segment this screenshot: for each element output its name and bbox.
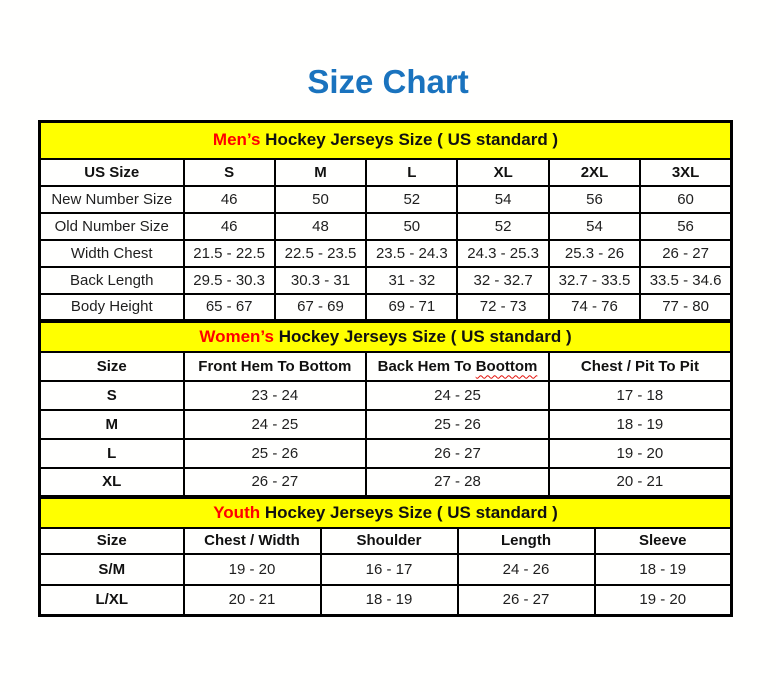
table-cell: 32.7 - 33.5 (549, 267, 640, 294)
table-cell: 60 (640, 186, 731, 213)
mens-banner-row (40, 122, 732, 159)
youth-banner-row (40, 498, 732, 528)
row-label: S/M (40, 554, 184, 585)
table-cell: 46 (184, 213, 275, 240)
column-header: 2XL (549, 159, 640, 186)
table-cell: 52 (366, 186, 457, 213)
womens-banner-text: Hockey Jerseys Size ( US standard ) (273, 326, 572, 346)
column-header: Chest / Width (184, 528, 321, 554)
column-header: Length (458, 528, 595, 554)
table-cell: 52 (457, 213, 548, 240)
table-row (40, 294, 732, 321)
column-header-text: Back Hem To (377, 357, 476, 375)
table-cell: 50 (366, 213, 457, 240)
table-cell: 26 - 27 (640, 240, 731, 267)
table-cell: 25 - 26 (366, 410, 549, 439)
table-cell: 29.5 - 30.3 (184, 267, 275, 294)
table-cell: 23.5 - 24.3 (366, 240, 457, 267)
column-header: S (184, 159, 275, 186)
row-label: New Number Size (40, 186, 184, 213)
table-cell: 26 - 27 (184, 468, 367, 497)
table-cell: 24 - 26 (458, 554, 595, 585)
column-header: Front Hem To Bottom (184, 352, 367, 381)
column-header: US Size (40, 159, 184, 186)
table-cell: 25 - 26 (184, 439, 367, 468)
row-label: Body Height (40, 294, 184, 321)
misspelled-word: Boottom (475, 357, 538, 375)
column-header: Sleeve (595, 528, 732, 554)
table-row (40, 381, 732, 410)
row-label: M (40, 410, 184, 439)
youth-banner-text: Hockey Jerseys Size ( US standard ) (260, 502, 558, 522)
row-label: S (40, 381, 184, 410)
row-label: L (40, 439, 184, 468)
table-cell: 18 - 19 (595, 554, 732, 585)
row-label: Width Chest (40, 240, 184, 267)
table-row (40, 554, 732, 585)
table-row (40, 439, 732, 468)
column-header: Chest / Pit To Pit (549, 352, 732, 381)
table-cell: 19 - 20 (184, 554, 321, 585)
table-row (40, 267, 732, 294)
table-cell: 32 - 32.7 (457, 267, 548, 294)
table-cell: 19 - 20 (549, 439, 732, 468)
column-header: M (275, 159, 366, 186)
table-cell: 20 - 21 (549, 468, 732, 497)
column-header: 3XL (640, 159, 731, 186)
table-cell: 31 - 32 (366, 267, 457, 294)
column-header: Shoulder (321, 528, 458, 554)
table-cell: 54 (549, 213, 640, 240)
table-cell: 67 - 69 (275, 294, 366, 321)
table-cell: 25.3 - 26 (549, 240, 640, 267)
column-header: L (366, 159, 457, 186)
youth-size-table (38, 496, 733, 617)
table-cell: 27 - 28 (366, 468, 549, 497)
mens-header-row (40, 159, 732, 186)
table-cell: 20 - 21 (184, 585, 321, 616)
table-cell: 50 (275, 186, 366, 213)
mens-banner-highlight: Men’s (212, 130, 261, 150)
table-cell: 74 - 76 (549, 294, 640, 321)
table-cell: 26 - 27 (458, 585, 595, 616)
table-row (40, 240, 732, 267)
womens-header-row (40, 352, 732, 381)
table-cell: 18 - 19 (321, 585, 458, 616)
table-cell: 24.3 - 25.3 (457, 240, 548, 267)
table-cell: 24 - 25 (366, 381, 549, 410)
table-row (40, 186, 732, 213)
mens-banner-text: Hockey Jerseys Size ( US standard ) (260, 130, 559, 150)
womens-banner-row (40, 322, 732, 352)
table-row (40, 213, 732, 240)
youth-banner-highlight: Youth (213, 502, 261, 522)
table-row (40, 585, 732, 616)
youth-banner (40, 498, 732, 528)
table-row (40, 410, 732, 439)
table-cell: 21.5 - 22.5 (184, 240, 275, 267)
size-chart-tables (38, 120, 733, 617)
row-label: XL (40, 468, 184, 497)
table-row (40, 468, 732, 497)
table-cell: 46 (184, 186, 275, 213)
table-cell: 16 - 17 (321, 554, 458, 585)
table-cell: 65 - 67 (184, 294, 275, 321)
table-cell: 26 - 27 (366, 439, 549, 468)
table-cell: 54 (457, 186, 548, 213)
column-header (366, 352, 549, 381)
mens-size-table (38, 120, 733, 322)
table-cell: 22.5 - 23.5 (275, 240, 366, 267)
womens-banner-highlight: Women’s (199, 326, 274, 346)
table-cell: 56 (549, 186, 640, 213)
womens-size-table (38, 320, 733, 498)
mens-banner (40, 122, 732, 159)
table-cell: 18 - 19 (549, 410, 732, 439)
womens-banner (40, 322, 732, 352)
column-header: Size (40, 528, 184, 554)
table-cell: 48 (275, 213, 366, 240)
table-cell: 24 - 25 (184, 410, 367, 439)
row-label: Back Length (40, 267, 184, 294)
table-cell: 33.5 - 34.6 (640, 267, 731, 294)
table-cell: 23 - 24 (184, 381, 367, 410)
table-cell: 56 (640, 213, 731, 240)
row-label: Old Number Size (40, 213, 184, 240)
table-cell: 19 - 20 (595, 585, 732, 616)
table-cell: 30.3 - 31 (275, 267, 366, 294)
row-label: L/XL (40, 585, 184, 616)
column-header: XL (457, 159, 548, 186)
youth-header-row (40, 528, 732, 554)
page-title: Size Chart (307, 63, 469, 100)
table-cell: 17 - 18 (549, 381, 732, 410)
table-cell: 72 - 73 (457, 294, 548, 321)
column-header: Size (40, 352, 184, 381)
table-cell: 69 - 71 (366, 294, 457, 321)
table-cell: 77 - 80 (640, 294, 731, 321)
